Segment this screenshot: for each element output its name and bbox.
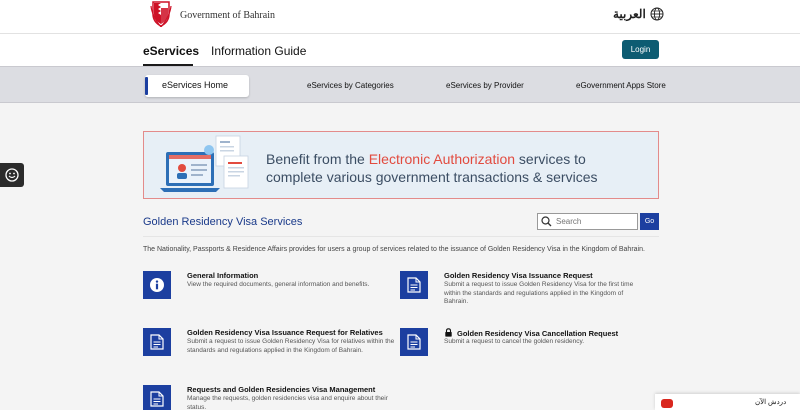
tab-eservices[interactable]: eServices <box>143 44 200 58</box>
service-icon-tile <box>400 271 428 299</box>
language-switch[interactable] <box>613 7 664 21</box>
search-box[interactable] <box>537 213 638 230</box>
subnav-eservices-home[interactable] <box>145 75 249 97</box>
document-icon <box>407 334 421 350</box>
search-icon <box>541 216 552 227</box>
subnav-apps-store[interactable]: eGovernment Apps Store <box>576 81 666 90</box>
globe-icon[interactable] <box>650 7 664 21</box>
service-title[interactable]: General Information <box>187 271 259 280</box>
feedback-tab[interactable] <box>0 163 24 187</box>
banner-highlight: Electronic Authorization <box>368 151 516 167</box>
service-title[interactable]: Requests and Golden Residencies Visa Management <box>187 385 376 394</box>
service-title[interactable]: Golden Residency Visa Issuance Request for Relatives <box>187 328 383 337</box>
section-divider <box>143 236 659 237</box>
banner-line-2: complete various government transactions & services <box>266 169 598 185</box>
service-cancellation-request[interactable] <box>400 328 660 358</box>
service-icon-tile <box>143 385 171 410</box>
banner-text-after: services to <box>515 151 586 167</box>
service-visa-management[interactable] <box>143 385 403 410</box>
service-icon-tile <box>143 271 171 299</box>
government-title: Government of Bahrain <box>180 10 275 21</box>
electronic-authorization-banner[interactable] <box>143 131 659 199</box>
service-description: Submit a request to issue Golden Residency Visa for the first time within the standards and regulations applied in the Kingdom of Bahrain. <box>444 281 634 305</box>
document-icon <box>150 334 164 350</box>
service-icon-tile <box>400 328 428 356</box>
service-issuance-request-relatives[interactable] <box>143 328 403 358</box>
subnav-home-indicator <box>145 77 148 95</box>
service-icon-tile <box>143 328 171 356</box>
tab-information-guide[interactable]: Information Guide <box>211 44 307 58</box>
search-input[interactable] <box>556 215 636 228</box>
service-description: Submit a request to issue Golden Residency Visa for relatives within the standards and regulations applied in the Kingdom of Bahrain. <box>187 338 395 354</box>
chat-widget[interactable] <box>655 394 800 410</box>
chat-label[interactable]: دردش الآن <box>755 399 787 406</box>
service-general-information[interactable] <box>143 271 403 301</box>
smiley-icon <box>5 168 19 182</box>
service-description: View the required documents, general information and benefits. <box>187 281 370 288</box>
main-nav <box>0 33 800 66</box>
document-icon <box>150 391 164 407</box>
banner-line-1 <box>266 150 597 168</box>
lock-icon <box>444 328 453 337</box>
authorization-illustration <box>154 132 264 199</box>
language-label[interactable]: العربية <box>613 7 646 21</box>
subnav-home-label[interactable]: eServices Home <box>162 80 229 90</box>
bahrain-emblem-logo[interactable] <box>150 0 172 27</box>
section-title: Golden Residency Visa Services <box>143 216 303 228</box>
banner-text-before: Benefit from the <box>266 151 369 167</box>
service-title-row[interactable] <box>444 328 618 338</box>
banner-text <box>266 150 597 186</box>
info-icon <box>149 277 165 293</box>
chat-icon[interactable] <box>661 399 673 408</box>
service-title[interactable]: Golden Residency Visa Cancellation Request <box>457 329 619 338</box>
subnav-by-categories[interactable]: eServices by Categories <box>307 81 394 90</box>
service-title[interactable]: Golden Residency Visa Issuance Request <box>444 271 593 280</box>
login-button[interactable]: Login <box>622 40 659 59</box>
sub-nav <box>0 66 800 103</box>
service-description: Manage the requests, golden residencies visa and enquire about their status. <box>187 395 388 410</box>
document-icon <box>407 277 421 293</box>
section-intro: The Nationality, Passports & Residence Affairs provides for users a group of services related to the issuance of Golden Residency Visa in the Kingdom of Bahrain. <box>143 246 645 253</box>
service-description: Submit a request to cancel the golden residency. <box>444 338 585 345</box>
service-issuance-request[interactable] <box>400 271 660 311</box>
go-button[interactable]: Go <box>640 213 659 230</box>
top-bar <box>0 0 800 33</box>
subnav-by-provider[interactable]: eServices by Provider <box>446 81 524 90</box>
